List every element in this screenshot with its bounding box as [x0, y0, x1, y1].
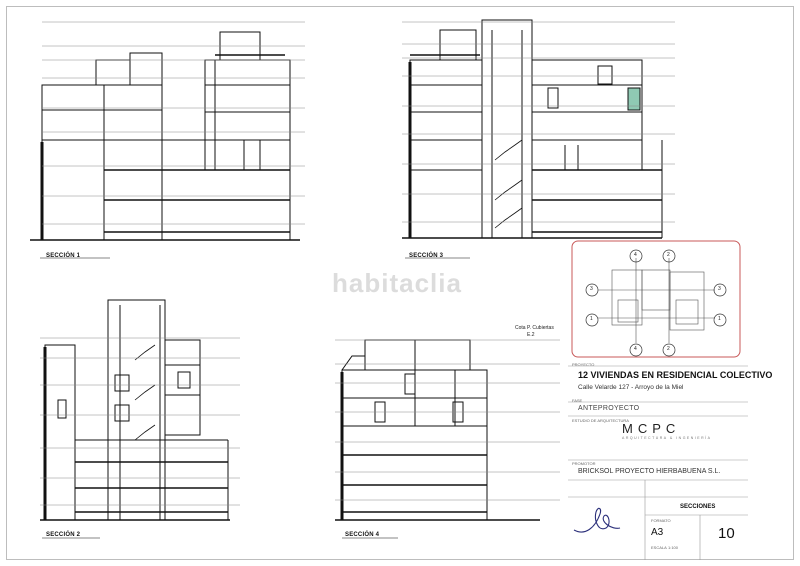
format-label: FORMATO	[651, 518, 671, 523]
phase-value: ANTEPROYECTO	[578, 405, 640, 412]
key-marker-3-left: 3	[590, 286, 593, 292]
project-address: Calle Velarde 127 - Arroyo de la Miel	[578, 384, 684, 391]
client-label: PROMOTOR	[572, 461, 596, 466]
studio-logo: MCPC	[622, 421, 681, 436]
scale-value: 1:100	[668, 545, 679, 550]
roof-level-value: E.2	[527, 332, 535, 338]
studio-tagline: ARQUITECTURA & INGENIERÍA	[622, 436, 712, 440]
key-marker-2-top: 2	[667, 252, 670, 258]
key-marker-1-right: 1	[718, 316, 721, 322]
key-marker-2-bottom: 2	[667, 346, 670, 352]
key-marker-4-top: 4	[634, 252, 637, 258]
client-name: BRICKSOL PROYECTO HIERBABUENA S.L.	[578, 468, 721, 475]
format-value: A3	[651, 527, 664, 538]
studio-label: ESTUDIO DE ARQUITECTURA	[572, 418, 629, 423]
section-2-drawing	[40, 300, 240, 538]
scale-label: ESCALA	[651, 545, 667, 550]
roof-level-label: Cota P. Cubiertas	[515, 325, 554, 331]
phase-label: FASE	[572, 398, 583, 403]
section-1-label: SECCIÓN 1	[46, 253, 81, 259]
sheet-number: 10	[718, 525, 735, 542]
section-2-label: SECCIÓN 2	[46, 532, 81, 538]
section-3-drawing	[402, 20, 675, 258]
section-4-drawing	[335, 340, 560, 538]
section-1-drawing	[30, 22, 305, 258]
key-marker-1-left: 1	[590, 316, 593, 322]
project-label: PROYECTO	[572, 362, 595, 367]
section-4-label: SECCIÓN 4	[345, 532, 380, 538]
key-marker-4-bottom: 4	[634, 346, 637, 352]
signature	[574, 508, 620, 532]
key-plan	[572, 241, 740, 357]
key-marker-3-right: 3	[718, 286, 721, 292]
sheet-title: SECCIONES	[680, 504, 716, 510]
watermark: habitaclia	[332, 268, 462, 298]
project-title: 12 VIVIENDAS EN RESIDENCIAL COLECTIVO	[578, 370, 773, 380]
section-3-label: SECCIÓN 3	[409, 253, 444, 259]
